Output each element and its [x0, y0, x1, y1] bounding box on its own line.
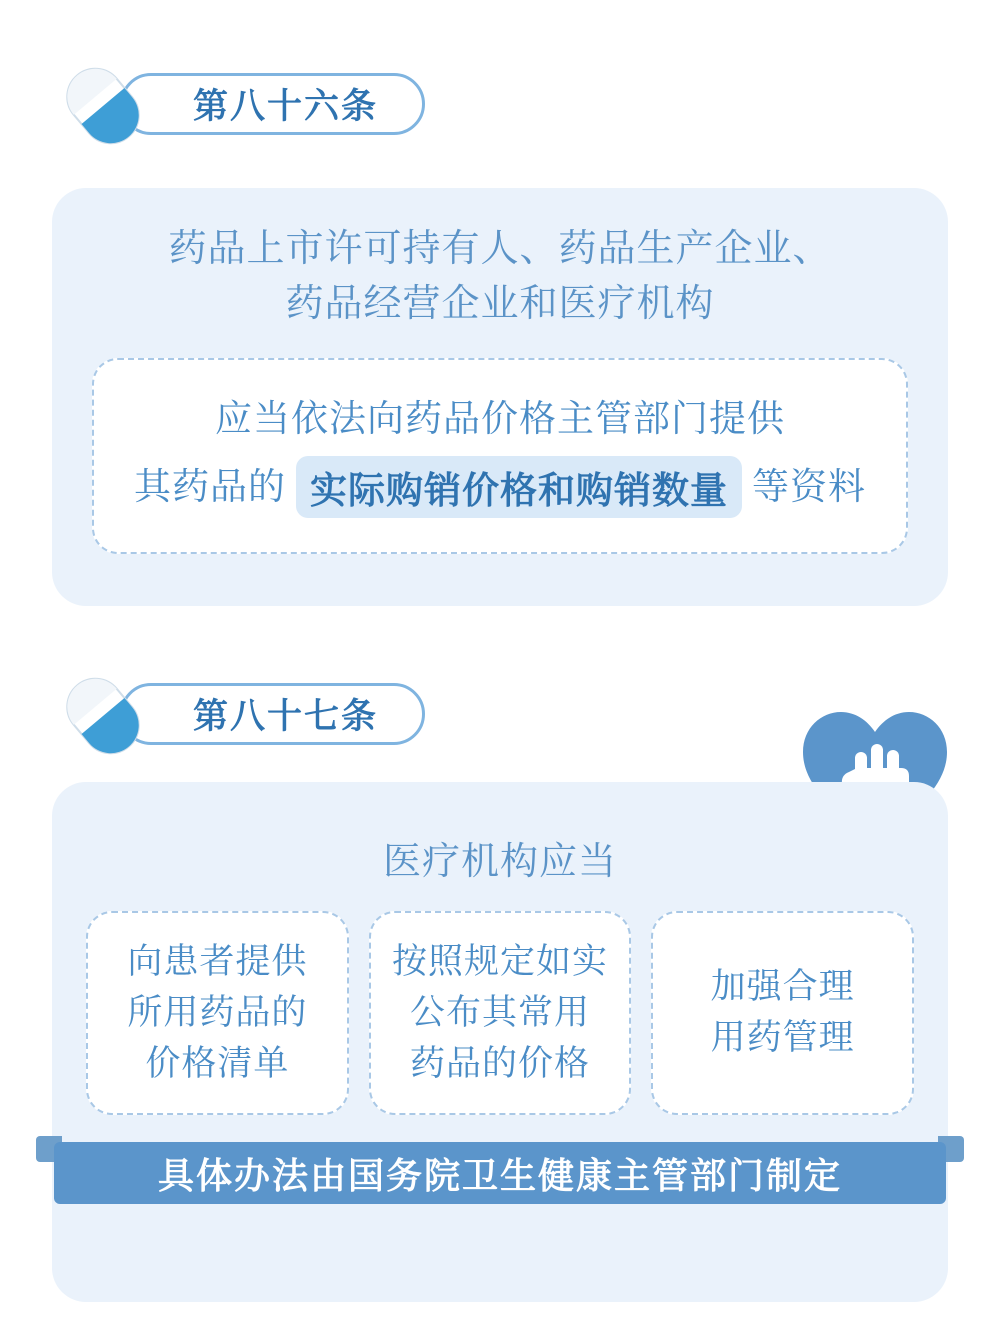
- article-86-panel: [52, 188, 948, 606]
- article-86-title: 第八十六条: [193, 87, 379, 126]
- ribbon-body: [54, 1142, 946, 1204]
- article-86-section: [0, 30, 1000, 511]
- requirement-3-line-2: 用药管理: [710, 1018, 855, 1058]
- requirement-2-line-1: 按照规定如实: [392, 942, 609, 981]
- requirement-2-line-3: 药品的价格: [410, 1043, 591, 1083]
- article-87-title: 第八十七条: [193, 697, 379, 736]
- requirement-3-line-1: 加强合理: [710, 967, 855, 1007]
- article-86-title-chip: [120, 73, 425, 135]
- article-86-highlight: 实际购销价格和购销数量: [296, 456, 742, 518]
- article-86-detail-suffix: 等资料: [752, 465, 866, 507]
- article-86-detail-prefix: 其药品的: [134, 465, 286, 507]
- article-87-panel: [52, 782, 948, 1302]
- article-86-lead: [92, 222, 908, 332]
- article-87-section: [0, 640, 1000, 1196]
- requirement-1-line-2: 所用药品的: [127, 992, 308, 1032]
- article-86-detail-line-1: 应当依法向药品价格主管部门提供: [215, 398, 785, 440]
- requirement-box-3: [651, 911, 914, 1115]
- article-86-detail-line-2: [120, 456, 880, 518]
- capsule-icon: [55, 58, 151, 154]
- requirement-box-2: [369, 911, 632, 1115]
- article-86-detail-card: [92, 358, 908, 553]
- ribbon-text: 具体办法由国务院卫生健康主管部门制定: [157, 1154, 842, 1196]
- article-86-header: [0, 30, 1000, 140]
- capsule-icon: [55, 668, 151, 764]
- article-87-title-chip: [120, 683, 425, 745]
- article-86-lead-line-1: 药品上市许可持有人、药品生产企业、: [168, 228, 832, 270]
- requirement-2-line-2: 公布其常用: [410, 992, 591, 1032]
- requirement-1-line-1: 向患者提供: [127, 942, 308, 981]
- article-86-lead-line-2: 药品经营企业和医疗机构: [285, 283, 715, 326]
- requirement-1-line-3: 价格清单: [145, 1043, 290, 1083]
- article-87-ribbon: [36, 1136, 964, 1204]
- requirement-box-1: [86, 911, 349, 1115]
- article-87-lead: 医疗机构应当: [382, 841, 617, 883]
- article-87-requirements: [86, 911, 914, 1115]
- article-87-header: [0, 640, 1000, 750]
